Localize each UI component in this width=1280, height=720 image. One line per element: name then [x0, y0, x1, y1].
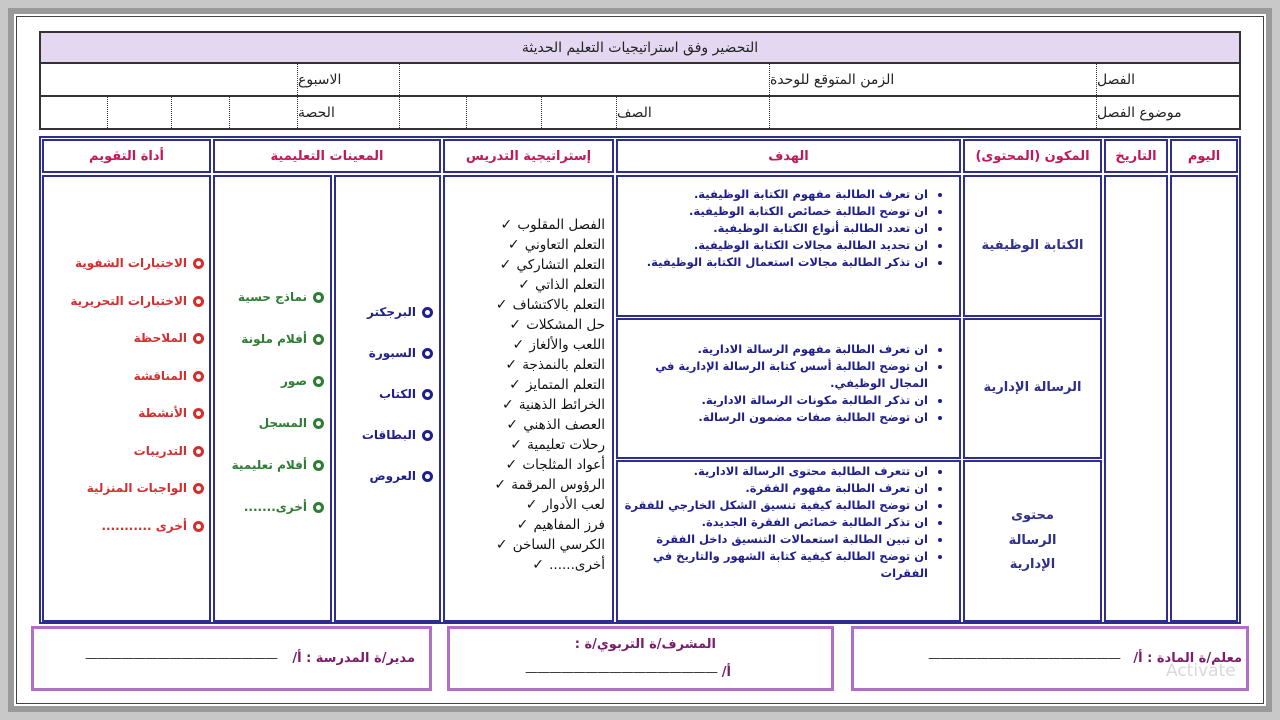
- component-label: الرسالة الإدارية: [983, 380, 1082, 396]
- radio-circle-icon: [193, 296, 204, 307]
- goal-list-1: [622, 186, 954, 271]
- goal-item: • ان تذكر الطالبة مكونات الرسالة الادارية.: [622, 392, 928, 409]
- topic-label: موضوع الفصل: [1096, 97, 1241, 128]
- aid-option-label: أفلام ملونة: [241, 332, 307, 346]
- week-value[interactable]: [41, 64, 297, 95]
- goal-item: • ان توضح الطالبة كيفية تنسيق الشكل الخارجي للفقرة: [622, 497, 928, 514]
- strategy-item[interactable]: [455, 335, 605, 355]
- strategy-label: التعلم بالنمذجة: [522, 357, 605, 373]
- aids-right-list: [340, 292, 433, 497]
- class-label: الفصل: [1096, 64, 1241, 95]
- aid-option-label: أخرى.......: [243, 500, 307, 514]
- radio-circle-icon: [193, 408, 204, 419]
- strategy-label: الكرسي الساخن: [512, 537, 605, 553]
- aid-option[interactable]: [340, 374, 433, 415]
- strategy-item[interactable]: [455, 355, 605, 375]
- radio-circle-icon: [193, 371, 204, 382]
- radio-circle-icon: [422, 307, 433, 318]
- assessment-option-label: الاختبارات التحريرية: [70, 293, 187, 308]
- strategy-item[interactable]: [455, 495, 605, 515]
- supervisor-name-label: أ/: [721, 665, 731, 680]
- strategy-label: التعلم الذاتي: [535, 277, 605, 293]
- radio-circle-icon: [313, 376, 324, 387]
- aid-option[interactable]: [340, 292, 433, 333]
- strategy-label: أعواد المثلجات: [522, 457, 605, 473]
- strategy-list: [455, 215, 605, 575]
- assessment-option[interactable]: [50, 320, 204, 358]
- goal-item: • ان تذكر الطالبة خصائص الفقرة الجديدة.: [622, 514, 928, 531]
- component-label: محتوى الرسالة الإدارية: [1008, 507, 1057, 573]
- aid-option-label: صور: [280, 374, 307, 388]
- strategy-label: التعلم التعاوني: [524, 237, 605, 253]
- column-header-strategy: إستراتيجية التدريس: [443, 139, 614, 173]
- aid-option[interactable]: [218, 444, 324, 486]
- aid-option-label: العروض: [369, 469, 416, 483]
- strategy-label: فرز المفاهيم: [533, 517, 605, 533]
- strategy-item[interactable]: [455, 375, 605, 395]
- goal-item: • ان تعرف الطالبة مفهوم الرسالة الادارية.: [622, 341, 928, 358]
- check-icon: ✓: [502, 397, 514, 413]
- radio-circle-icon: [193, 446, 204, 457]
- aid-option-label: الكتاب: [378, 387, 416, 401]
- goal-item: • ان تعرف الطالبة مفهوم الفقرة.: [622, 480, 928, 497]
- aid-option-label: السبورة: [368, 346, 416, 360]
- aid-option[interactable]: [340, 333, 433, 374]
- period-cell-2[interactable]: [171, 97, 229, 128]
- assessment-option[interactable]: [50, 283, 204, 321]
- strategy-item[interactable]: [455, 535, 605, 555]
- strategy-item[interactable]: [455, 455, 605, 475]
- assessment-option[interactable]: [50, 245, 204, 283]
- topic-value[interactable]: [769, 97, 1096, 128]
- radio-circle-icon: [313, 418, 324, 429]
- principal-signature-line: ————————————————: [85, 651, 277, 666]
- supervisor-label: المشرف/ة التربوي/ة :: [574, 637, 716, 652]
- aid-option-label: أفلام تعليمية: [231, 458, 307, 472]
- check-icon: ✓: [494, 477, 507, 493]
- strategy-item[interactable]: [455, 295, 605, 315]
- grade-label: الصف: [616, 97, 769, 128]
- strategy-label: رحلات تعليمية: [527, 437, 605, 453]
- check-icon: ✓: [509, 317, 522, 333]
- strategy-label: الخرائط الذهنية: [518, 397, 605, 413]
- aid-option[interactable]: [218, 318, 324, 360]
- assessment-option[interactable]: [50, 508, 204, 546]
- aid-option-label: نماذج حسية: [237, 290, 307, 304]
- strategy-label: لعب الأدوار: [542, 497, 605, 513]
- assessment-option[interactable]: [50, 395, 204, 433]
- radio-circle-icon: [313, 502, 324, 513]
- assessment-option-label: المناقشة: [133, 368, 187, 383]
- goal-list-3: [622, 463, 954, 582]
- assessment-option[interactable]: [50, 433, 204, 471]
- strategy-label: التعلم المتمايز: [525, 377, 605, 393]
- expected-time-label: الزمن المتوقع للوحدة: [769, 64, 1096, 95]
- component-label: الكتابة الوظيفية: [981, 237, 1084, 253]
- strategy-item[interactable]: [455, 395, 605, 415]
- header-row-1: [39, 64, 1241, 97]
- assessment-option-label: الملاحظة: [133, 331, 187, 345]
- goal-item: • ان تبين الطالبة استعمالات التنسيق داخل الفقرة: [622, 531, 928, 548]
- goal-item: • ان توضح الطالبة كيفية كتابة الشهور والتاريخ في الفقرات: [622, 548, 928, 582]
- check-icon: ✓: [532, 557, 544, 573]
- supervisor-signature-box[interactable]: [447, 626, 834, 691]
- check-icon: ✓: [505, 457, 518, 473]
- assessment-option-label: أخرى ...........: [101, 518, 187, 533]
- strategy-item[interactable]: [455, 415, 605, 435]
- goal-item: • ان تذكر الطالبة مجالات استعمال الكتابة الوظيفية.: [622, 254, 928, 271]
- goal-item: • ان تحديد الطالبة مجالات الكتابة الوظيفية.: [622, 237, 928, 254]
- goal-item: • ان تتعرف الطالبة محتوى الرسالة الادارية.: [622, 463, 928, 480]
- strategy-item[interactable]: [455, 215, 605, 235]
- strategy-label: حل المشكلات: [526, 317, 605, 333]
- radio-circle-icon: [193, 333, 204, 344]
- strategy-item[interactable]: [455, 475, 605, 495]
- check-icon: ✓: [516, 517, 529, 533]
- aid-option[interactable]: [340, 415, 433, 456]
- assessment-option-label: الواجبات المنزلية: [86, 481, 187, 495]
- period-cell-1[interactable]: [229, 97, 297, 128]
- goal-item: • ان تعرف الطالبة مفهوم الكتابة الوظيفية.: [622, 186, 928, 203]
- goal-list-2: [622, 341, 954, 426]
- assessment-option[interactable]: [50, 470, 204, 508]
- aid-option-label: المسجل: [258, 416, 307, 430]
- aid-option[interactable]: [218, 402, 324, 444]
- strategy-item[interactable]: [455, 555, 605, 575]
- strategy-item[interactable]: [455, 435, 605, 455]
- aid-option[interactable]: [218, 276, 324, 318]
- check-icon: ✓: [506, 417, 519, 433]
- teacher-signature-box[interactable]: [851, 626, 1249, 691]
- column-header-date: التاريخ: [1104, 139, 1168, 173]
- check-icon: ✓: [525, 497, 538, 513]
- goal-item: • ان تعدد الطالبة أنواع الكتابة الوظيفية.: [622, 220, 928, 237]
- grade-cell-1[interactable]: [541, 97, 616, 128]
- strategy-label: أخرى......: [549, 557, 605, 573]
- strategy-label: التعلم التشاركي: [516, 257, 605, 273]
- activation-watermark: Activate: [1166, 661, 1236, 681]
- period-cell-4[interactable]: [41, 97, 107, 128]
- column-header-assessment: أداة التقويم: [42, 139, 211, 173]
- assessment-option-label: التدريبات: [133, 443, 187, 458]
- strategy-item[interactable]: [455, 515, 605, 535]
- radio-circle-icon: [193, 258, 204, 269]
- aid-option[interactable]: [340, 456, 433, 497]
- radio-circle-icon: [193, 521, 204, 532]
- principal-signature-box[interactable]: [31, 626, 432, 691]
- check-icon: ✓: [495, 297, 508, 313]
- radio-circle-icon: [313, 334, 324, 345]
- principal-label: مدير/ة المدرسة : أ/: [292, 651, 415, 666]
- supervisor-signature-line: ————————————————: [525, 665, 717, 680]
- radio-circle-icon: [422, 348, 433, 359]
- radio-circle-icon: [422, 471, 433, 482]
- check-icon: ✓: [509, 377, 521, 393]
- assessment-list: [50, 245, 204, 545]
- column-header-goal: الهدف: [616, 139, 961, 173]
- assessment-option-label: الاختبارات الشفوية: [74, 256, 187, 270]
- goal-item: • ان توضح الطالبة صفات مضمون الرسالة.: [622, 409, 928, 426]
- strategy-label: العصف الذهني: [523, 417, 605, 433]
- goal-item: • ان توضح الطالبة خصائص الكتابة الوظيفية.: [622, 203, 928, 220]
- aid-option-label: البطاقات: [361, 428, 416, 442]
- radio-circle-icon: [313, 460, 324, 471]
- check-icon: ✓: [499, 257, 512, 273]
- check-icon: ✓: [505, 357, 518, 373]
- check-icon: ✓: [495, 537, 508, 553]
- aids-left-list: [218, 276, 324, 528]
- header-row-2: [39, 97, 1241, 130]
- grade-cell-3[interactable]: [399, 97, 466, 128]
- strategy-label: اللعب والألغاز: [529, 337, 605, 353]
- assessment-option[interactable]: [50, 358, 204, 396]
- check-icon: ✓: [500, 217, 513, 233]
- period-cell-3[interactable]: [107, 97, 171, 128]
- day-column[interactable]: [1170, 175, 1238, 622]
- goal-item: • ان توضح الطالبة أسس كتابة الرسالة الإدارية في المجال الوظيفي.: [622, 358, 928, 392]
- radio-circle-icon: [193, 483, 204, 494]
- strategy-label: الرؤوس المرقمة: [511, 477, 605, 493]
- aid-option[interactable]: [218, 486, 324, 528]
- check-icon: ✓: [512, 337, 525, 353]
- strategy-label: الفصل المقلوب: [517, 217, 605, 233]
- check-icon: ✓: [507, 237, 520, 253]
- strategy-item[interactable]: [455, 255, 605, 275]
- radio-circle-icon: [422, 430, 433, 441]
- grade-cell-2[interactable]: [466, 97, 541, 128]
- date-column[interactable]: [1104, 175, 1168, 622]
- expected-time-value[interactable]: [399, 64, 769, 95]
- check-icon: ✓: [510, 437, 522, 453]
- strategy-item[interactable]: [455, 315, 605, 335]
- radio-circle-icon: [422, 389, 433, 400]
- aid-option[interactable]: [218, 360, 324, 402]
- radio-circle-icon: [313, 292, 324, 303]
- strategy-label: التعلم بالاكتشاف: [512, 297, 605, 313]
- teacher-label: معلم/ة المادة : أ/: [1133, 651, 1242, 666]
- period-label: الحصة: [297, 97, 399, 128]
- assessment-option-label: الأنشطة: [138, 406, 187, 420]
- strategy-item[interactable]: [455, 235, 605, 255]
- aid-option-label: البرجكتر: [367, 305, 416, 319]
- teacher-signature-line: ————————————————: [928, 651, 1120, 666]
- week-label: الاسبوع: [297, 64, 399, 95]
- column-header-component: المكون (المحتوى): [963, 139, 1102, 173]
- check-icon: ✓: [518, 277, 530, 293]
- column-header-day: اليوم: [1170, 139, 1238, 173]
- page-title: التحضير وفق استراتيجيات التعليم الحديثة: [39, 31, 1241, 64]
- column-header-aids: المعينات التعليمية: [213, 139, 441, 173]
- strategy-item[interactable]: [455, 275, 605, 295]
